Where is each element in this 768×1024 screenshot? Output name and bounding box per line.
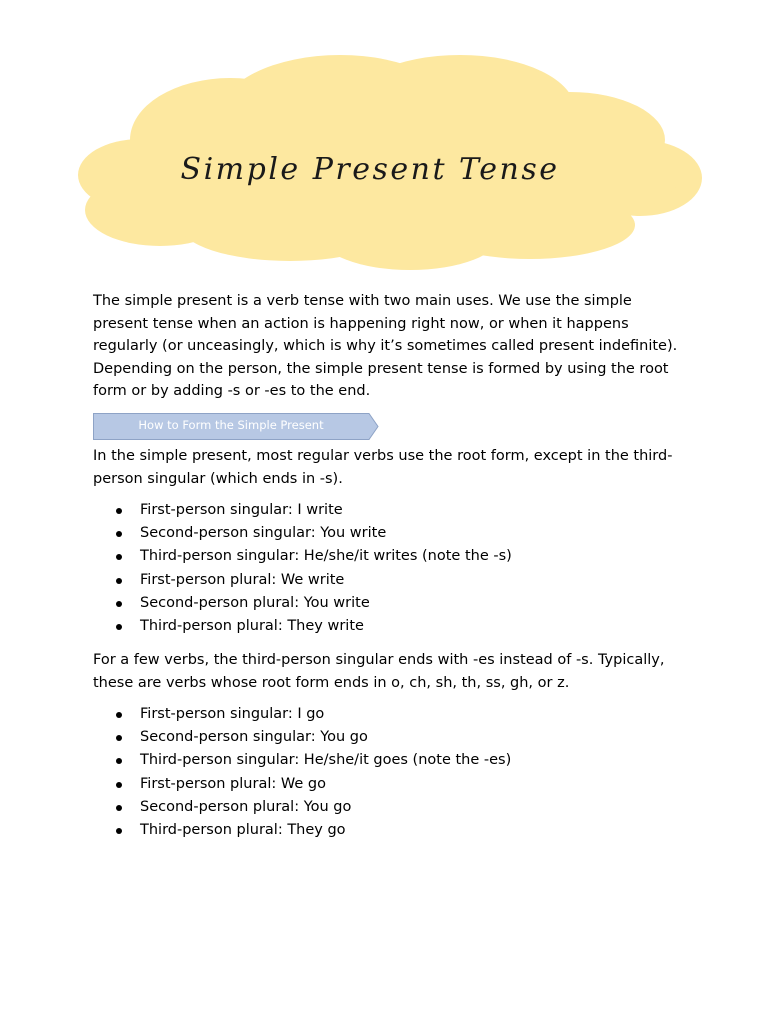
intro-paragraph: The simple present is a verb tense with two main uses. We use the simple present tense when an action is happening right now, or when it happens regularly (or unceasingly, which is why it’s sometimes called present indefinite). Depending on the person, the simple present tense is formed by using the root form or by adding -s or -es to the end.: [93, 293, 678, 400]
list-item: Third-person plural: They write: [93, 615, 653, 638]
bullet-icon: [116, 554, 122, 560]
bullet-icon: [116, 531, 122, 537]
list-item: Third-person singular: He/she/it writes (note the -s): [93, 545, 653, 568]
bullet-icon: [116, 828, 122, 834]
part2-paragraph: For a few verbs, the third-person singular ends with -es instead of -s. Typically, these are verbs whose root form ends in o, ch, sh, th, ss, gh, or z.: [93, 652, 665, 691]
list-item: First-person singular: I write: [93, 499, 653, 522]
section-banner: [93, 413, 383, 440]
bullet-icon: [116, 758, 122, 764]
list-item: Second-person singular: You write: [93, 522, 653, 545]
list-item: Second-person singular: You go: [93, 726, 653, 749]
list-item: Third-person singular: He/she/it goes (note the -es): [93, 749, 653, 772]
list-item: First-person singular: I go: [93, 703, 653, 726]
list-item: First-person plural: We go: [93, 773, 653, 796]
section-heading: How to Form the Simple Present: [138, 418, 324, 432]
bullet-icon: [116, 712, 122, 718]
part1-paragraph: In the simple present, most regular verbs use the root form, except in the third-person singular (which ends in -s).: [93, 448, 673, 487]
page-title: Simple Present Tense: [180, 152, 560, 187]
bullet-icon: [116, 805, 122, 811]
bullet-icon: [116, 624, 122, 630]
bullet-icon: [116, 601, 122, 607]
list-item: Second-person plural: You go: [93, 796, 653, 819]
list-item: Second-person plural: You write: [93, 592, 653, 615]
bullet-icon: [116, 508, 122, 514]
bullet-icon: [116, 782, 122, 788]
bullet-icon: [116, 735, 122, 741]
write-conjugation-list: [93, 499, 653, 638]
bullet-icon: [116, 578, 122, 584]
cloud-shape: [0, 0, 768, 290]
list-item: First-person plural: We write: [93, 569, 653, 592]
go-conjugation-list: [93, 703, 653, 842]
list-item: Third-person plural: They go: [93, 819, 653, 842]
